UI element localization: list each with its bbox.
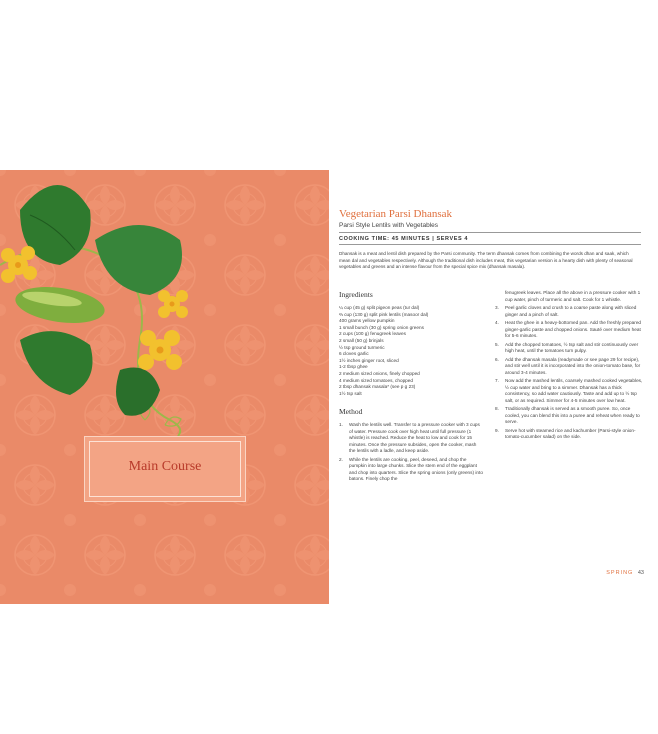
ingredient-item: 400 grams yellow pumpkin <box>339 318 395 324</box>
ingredient-item: 1-2 tbsp ghee <box>339 364 368 370</box>
book-spread <box>0 170 658 604</box>
method-step: 4. Heat the ghee in a heavy-bottomed pan. Add the freshly prepared ginger-garlic paste and chopped onions. Sauté over medium heat for 5-6 minutes. <box>495 320 642 338</box>
ingredient-item: 1½ inches ginger root, sliced <box>339 357 399 363</box>
section-title: Main Course <box>128 459 202 474</box>
cooking-time: COOKING TIME: 45 MINUTES | SERVES 4 <box>339 236 469 242</box>
ingredient-item: 1½ tsp salt <box>339 390 362 396</box>
left-page <box>0 170 329 604</box>
cucumber-vine-illustration <box>0 170 329 470</box>
ingredient-item: 2 small (50 g) brinjals <box>339 337 384 343</box>
ingredients-list <box>339 305 484 397</box>
ingredients-heading: Ingredients <box>339 290 373 299</box>
method-step: 8. Traditionally dhansak is served as a smooth puree. So, once cooled, you can blend this into a puree and reheat when ready to serve. <box>495 406 640 424</box>
recipe-subtitle: Parsi Style Lentils with Vegetables <box>339 222 438 229</box>
ingredient-item: 2 tbsp dhansak masala* (see p g 23) <box>339 384 416 390</box>
recipe-column-left <box>339 290 484 485</box>
recipe-column-right <box>495 290 645 443</box>
method-heading: Method <box>339 407 363 417</box>
recipe-intro: Dhansak is a meat and lentil dish prepared by the Parsi community. The term dhansak comes from combining the words dhan and saak, which mean dal and vegetables respectively. Although the traditional dish includes meat, this vegetarian version is a hearty dish with plenty of seasonal vegetables and greens and an intense flavour from the special spice mix (dhansak masala). <box>339 251 633 270</box>
page-footer <box>606 570 644 576</box>
method-step: 3. Peel garlic cloves and crush to a coarse paste along with sliced ginger and a pinch of salt. <box>495 305 637 317</box>
ingredient-item: 4 medium sized tomatoes, chopped <box>339 377 413 383</box>
ingredient-item: 6 cloves garlic <box>339 351 369 357</box>
method-list-left <box>339 422 484 483</box>
ingredient-item: 2 cups (100 g) fenugreek leaves <box>339 331 406 337</box>
ingredient-item: ⅔ cup (130 g) split pink lentils (masoor dal) <box>339 311 429 317</box>
method-step: 1. Wash the lentils well. Transfer to a pressure cooker with 3 cups of water. Pressure cook over high heat until full pressure (1 whistle) is reached. Reduce the heat to low and cook for 15 minutes. Once the pressure subsides, open the cooker, mash the lentils with a ladle, and keep aside. <box>339 422 480 454</box>
cucumber-icon <box>13 282 107 328</box>
divider <box>339 244 641 245</box>
divider <box>339 232 641 233</box>
ingredient-item: ½ tsp ground turmeric <box>339 344 385 350</box>
method-step: 9. Serve hot with steamed rice and kachumber (Parsi-style onion-tomato-cucumber salad) on the side. <box>495 427 636 439</box>
ingredient-item: 1 small bunch (30 g) spring onion greens <box>339 324 424 330</box>
ingredient-item: 2 medium sized onions, finely chopped <box>339 370 420 376</box>
recipe-title: Vegetarian Parsi Dhansak <box>339 208 453 220</box>
section-title-box <box>84 436 246 502</box>
method-step: 6. Add the dhansak masala (readymade or see page 29 for recipe), and stir well until it is incorporated into the onion-tomato base, for around 3-4 minutes. <box>495 356 641 375</box>
flower-icon <box>1 246 37 283</box>
right-page <box>329 170 658 604</box>
method-step: 5. Add the chopped tomatoes, ½ tsp salt and stir continuously over high heat, until the tomatoes turn pulpy. <box>495 341 639 353</box>
method-step: 7. Now add the mashed lentils, coarsely mashed cooked vegetables, ½ cup water and bring to a simmer. Dhansak has a thick consistency, so add water cautiously. Taste and add up to ½ tsp salt, or as required. Simmer for 4-5 minutes over low heat. <box>495 378 643 403</box>
footer-section: SPRING <box>606 570 634 576</box>
method-step-continuation: fenugreek leaves. Place all the above in a pressure cooker with 1 cup water, pinch of turmeric and salt. Cook for 1 whistle. <box>505 290 641 302</box>
ingredient-item: ¼ cup (45 g) split pigeon peas (tur dal) <box>339 305 420 310</box>
page-number: 43 <box>637 570 644 576</box>
method-step: 2. While the lentils are cooking, peel, deseed, and chop the pumpkin into large chunks. Slice the stem end of the eggplant and chop into quarters. Slice the spring onions (only greens) into batons. Finely chop the <box>339 456 483 482</box>
method-list-right <box>495 305 645 441</box>
